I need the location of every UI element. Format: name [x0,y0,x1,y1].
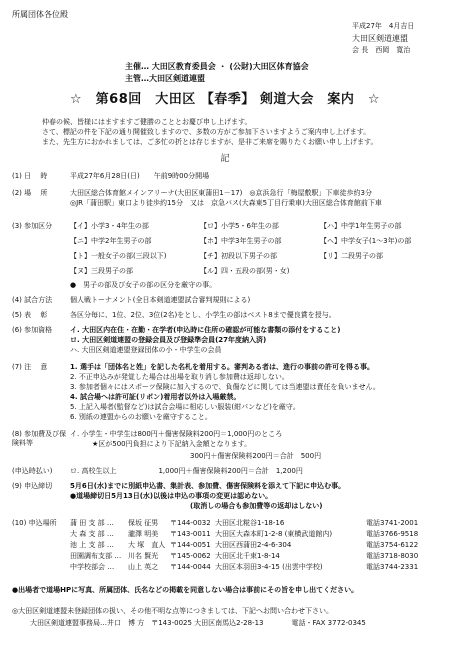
notes-line-1: 1. 選手は「団体名と姓」を記した名札を着用する。審判ある者は、進行の事前の許可を得る事。 [70,363,374,371]
fee-line-1: イ. 小学生・中学生は800円＋傷害保険料200円＝1,000円のところ [70,430,283,438]
desk-branch: 蒲 田 支 部 … [70,519,114,527]
notes-line-2: 2. 不正申込みが発覚した場合は出場を取り消し参加費は返却しない。 [70,373,289,381]
fee2-value: ロ. 高校生以上 1,000円＋傷害保険料200円＝合計 1,200円 [70,467,303,475]
eligibility-line-1: イ. 大田区内在住・在勤・在学者(申込時に住所の確認が可能な書類の添付をすること) [70,326,341,334]
class-cell: 【イ】小学3・4年生の部 [70,222,149,230]
class-cell: 【ト】一般女子の部(三段以下) [70,252,167,260]
desk-phone: 電話3744-2331 [366,563,419,571]
eligibility-label: (6) 参加資格 [12,326,53,334]
class-cell: 【ハ】中学1年生男子の部 [320,222,402,230]
fee-line-3: 300円＋傷害保険料200円＝合計 500円 [190,452,322,460]
desk-zip: 〒144-0032 [170,519,211,527]
desk-zip: 〒144-0044 [170,563,211,571]
desk-phone: 電話3754-6122 [366,541,419,549]
desk-zip: 〒143-0011 [170,530,211,538]
desk-address: 大田区北千束1-8-14 [215,552,280,560]
desk-address: 大田区本羽田3-4-15 (出雲中学校) [215,563,323,571]
desk-person: 山上 英之 [128,563,159,571]
fee-line-2: ★区が500円負担により下記納入金額となります。 [92,440,252,448]
desk-zip: 〒144-0051 [170,541,211,549]
desks-label: (10) 申込場所 [12,519,57,527]
page-title: ☆ 第68回 大田区 【春季】 剣道大会 案内 ☆ [70,92,380,107]
award-label: (5) 表 彰 [12,311,48,319]
fee2-label: (申込時払い) [12,467,53,475]
notes-line-5: 5. 上記入場者(監督など)は試合会場に相応しい服装(紺パンなど)を厳守。 [70,403,300,411]
notes-line-4: 4. 試合場へは許可証(リボン)着用者以外は入場厳禁。 [70,393,241,401]
photo-consent-notice: ●出場者で道場HPに写真、所属団体、氏名などの掲載を同意しない場合は事前にその旨を申し出てください。 [12,586,359,594]
desk-address: 大田区北糀谷1-18-16 [215,519,285,527]
intro-line-1: 仲春の候、皆様にはますますご健勝のこととお慶び申し上げます。 [42,118,252,126]
place-label: (2) 場 所 [12,189,48,197]
desk-person: 大 塚 直人 [128,541,166,549]
desk-phone: 電話3718-8030 [366,552,419,560]
deadline-line-3: (取消しの場合も参加費等の返却はしない) [190,502,323,510]
class-cell: 【ヌ】三段男子の部 [70,267,133,275]
class-cell: 【ニ】中学2年生男子の部 [70,237,152,245]
desk-phone: 電話3741-2001 [366,519,419,527]
class-cell: 【ル】四・五段の部(男・女) [200,267,290,275]
deadline-label: (9) 申込締切 [12,482,53,490]
notes-line-3: 3. 参加者個々にはスポーツ保険に加入するので、負傷などに関しては当連盟は責任を負いません。 [70,383,380,391]
date-value: 平成27年6月28日(日) 午前9時00分開場 [70,172,210,180]
notes-label: (7) 注 意 [12,363,48,371]
desk-phone: 電話3766-9518 [366,530,419,538]
date-label: (1) 日 時 [12,172,48,180]
deadline-line-1: 5月6日(水)までに別紙申込書、集計表、参加費、傷害保険料を添えて下記に申込む事。 [70,482,346,490]
issue-date: 平成27年 4月吉日 [352,22,415,30]
award-value: 各区分毎に、1位、2位、3位(2名)をとし、小学生の部はベスト8まで優良賞を授与。 [70,311,336,319]
format-value: 個人戦トーナメント(全日本剣道連盟試合審判規則による) [70,296,251,304]
desk-branch: 大 森 支 部 … [70,530,114,538]
deadline-line-2: ●道場締切日5月13日(水)以後は申込の事項の変更は認めない。 [70,492,273,500]
desk-person: 川名 賢光 [128,552,159,560]
format-label: (4) 試合方法 [12,296,53,304]
class-cell: 【ヘ】中学女子(1～3年)の部 [320,237,412,245]
place-line-2: ◎JR「蒲田駅」東口より徒歩約15分 又は 京急バス(大森東5丁目行乗車)大田区総合体育館前下車 [70,199,382,207]
classes-label: (3) 参加区分 [12,222,53,230]
intro-line-3: また、先生方におかれましては、ご多忙の折とは存じますが、是非ご来席を賜りたくお願い申し上げます。 [42,138,378,146]
desk-branch: 田園調布支部 … [70,552,122,560]
host-line-2: 主管…大田区剣道連盟 [125,74,205,83]
desk-zip: 〒145-0062 [170,552,211,560]
fee-label: (8) 参加費及び保険料等 [12,430,67,447]
org-name: 大田区剣道連盟 [352,34,408,43]
class-cell: 【リ】二段男子の部 [320,252,383,260]
desk-address: 大田区大森本町1-2-8 (東横武道館内) [215,530,333,538]
notes-line-6: 6. 別紙の連盟からのお願いを厳守すること。 [70,413,212,421]
inquiry-line-2: 大田区剣道連盟事務局…井口 博 方 〒143-0025 大田区南馬込2-28-13 電話・FAX 3772-0345 [30,619,366,627]
place-line-1: 大田区総合体育館メインアリーナ(大田区東蒲田1－17) ◎京浜急行「梅屋敷駅」下車徒歩約3分 [70,189,372,197]
class-cell: 【チ】初段以下男子の部 [200,252,277,260]
classes-note: ● 男子の部及び女子の部の区分を厳守の事。 [70,281,217,289]
desk-branch: 池 上 支 部 … [70,541,114,549]
addressee: 所属団体各位殿 [12,10,68,19]
inquiry-line-1: ◎大田区剣道連盟未登録団体の扱い、その他不明な点等につきましては、下記へお問い合わせ下さい。 [12,607,333,615]
intro-line-2: さて、標記の件を下記の通り開催致しますので、多数の方がご参加下さいますようご案内申し上げます。 [42,128,371,136]
class-cell: 【ロ】小学5・6年生の部 [200,222,279,230]
president-name: 会 長 西岡 寛治 [352,46,411,54]
eligibility-line-3: ハ. 大田区剣道連盟登録団体の小・中学生の会員 [70,346,222,354]
desk-person: 瀧澤 明美 [128,530,159,538]
desk-branch: 中学校部会 … [70,563,115,571]
class-cell: 【ホ】中学3年生男子の部 [200,237,282,245]
host-line-1: 主催… 大田区教育委員会 ・ (公財)大田区体育協会 [125,62,309,71]
eligibility-line-2: ロ. 大田区剣道連盟の登録会員及び登録準会員(27年度納入済) [70,336,267,344]
desk-person: 保坂 征男 [128,519,159,527]
desk-address: 大田区西蒲田2-4-6-304 [215,541,292,549]
ki-heading: 記 [220,154,230,164]
